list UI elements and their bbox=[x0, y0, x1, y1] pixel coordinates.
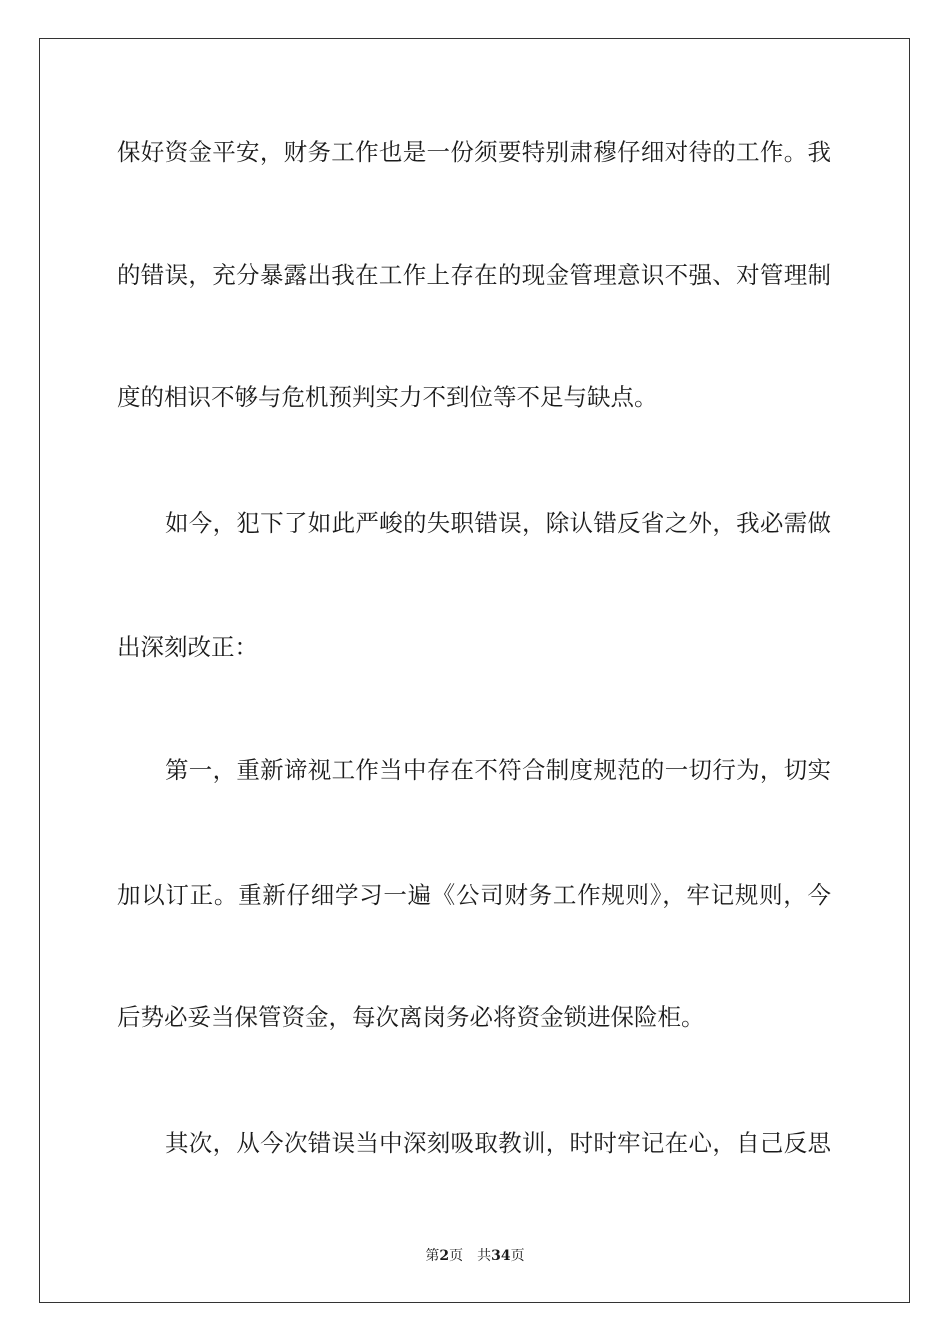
page-number: 2 bbox=[439, 1248, 450, 1264]
page-suffix: 页 bbox=[449, 1248, 464, 1264]
text-line: 加以订正。重新仔细学习一遍《公司财务工作规则》，牢记规则，今 bbox=[117, 881, 831, 909]
page-prefix: 第 bbox=[425, 1248, 440, 1264]
total-prefix: 共 bbox=[477, 1248, 492, 1264]
text-line: 其次，从今次错误当中深刻吸取教训，时时牢记在心，自己反思 bbox=[165, 1129, 831, 1157]
total-pages: 34 bbox=[491, 1248, 511, 1264]
text-line: 第一，重新谛视工作当中存在不符合制度规范的一切行为，切实 bbox=[165, 756, 831, 784]
page-footer bbox=[0, 1246, 950, 1266]
text-line: 的错误，充分暴露出我在工作上存在的现金管理意识不强、对管理制 bbox=[117, 261, 831, 289]
text-line: 出深刻改正： bbox=[117, 633, 258, 661]
total-suffix: 页 bbox=[510, 1248, 525, 1264]
text-line: 如今，犯下了如此严峻的失职错误，除认错反省之外，我必需做 bbox=[165, 509, 831, 537]
text-line: 保好资金平安，财务工作也是一份须要特别肃穆仔细对待的工作。我 bbox=[117, 138, 831, 166]
text-line: 度的相识不够与危机预判实力不到位等不足与缺点。 bbox=[117, 383, 658, 411]
page-border bbox=[39, 38, 910, 1303]
text-line: 后势必妥当保管资金，每次离岗务必将资金锁进保险柜。 bbox=[117, 1003, 705, 1031]
